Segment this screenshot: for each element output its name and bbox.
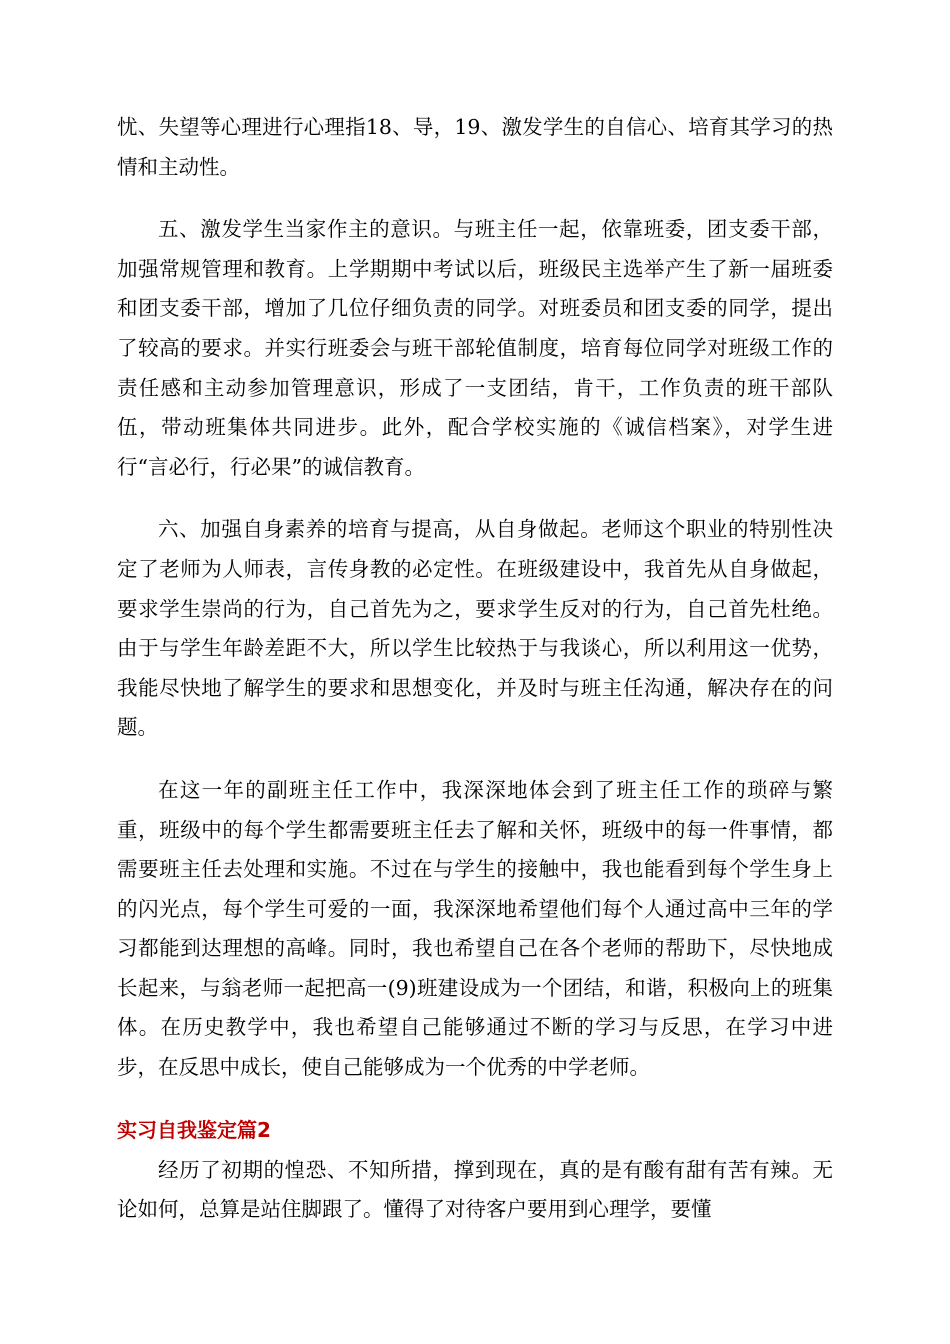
paragraph-continued: 忧、失望等心理进行心理指18、导，19、激发学生的自信心、培育其学习的热情和主动性。 — [117, 115, 833, 179]
section-heading: 实习自我鉴定篇2 — [117, 1117, 271, 1142]
paragraph-point-six: 六、加强自身素养的培育与提高，从自身做起。老师这个职业的特别性决定了老师为人师表，言传身教的必定性。在班级建设中，我首先从自身做起，要求学生崇尚的行为，自己首先为之，要求学生反对的行为，自己首先杜绝。由于与学生年龄差距不大，所以学生比较热于与我谈心，所以利用这一优势，我能尽快地了解学生的要求和思想变化，并及时与班主任沟通，解决存在的问题。 — [117, 517, 833, 740]
document-body — [117, 108, 833, 1230]
paragraph-summary: 在这一年的副班主任工作中，我深深地体会到了班主任工作的琐碎与繁重，班级中的每个学生都需要班主任去了解和关怀，班级中的每一件事情，都需要班主任去处理和实施。不过在与学生的接触中，我也能看到每个学生身上的闪光点，每个学生可爱的一面，我深深地希望他们每个人通过高中三年的学习都能到达理想的高峰。同时，我也希望自己在各个老师的帮助下，尽快地成长起来，与翁老师一起把高一(9)班建设成为一个团结，和谐，积极向上的班集体。在历史教学中，我也希望自己能够通过不断的学习与反思，在学习中进步，在反思中成长，使自己能够成为一个优秀的中学老师。 — [117, 777, 833, 1080]
section-paragraph: 经历了初期的惶恐、不知所措，撑到现在，真的是有酸有甜有苦有辣。无论如何，总算是站住脚跟了。懂得了对待客户要用到心理学，要懂 — [117, 1157, 833, 1222]
paragraph-point-five: 五、激发学生当家作主的意识。与班主任一起，依靠班委，团支委干部，加强常规管理和教育。上学期期中考试以后，班级民主选举产生了新一届班委和团支委干部，增加了几位仔细负责的同学。对班委员和团支委的同学，提出了较高的要求。并实行班委会与班干部轮值制度，培育每位同学对班级工作的责任感和主动参加管理意识，形成了一支团结，肯干，工作负责的班干部队伍，带动班集体共同进步。此外，配合学校实施的《诚信档案》，对学生进行“言必行，行必果”的诚信教育。 — [117, 217, 833, 479]
